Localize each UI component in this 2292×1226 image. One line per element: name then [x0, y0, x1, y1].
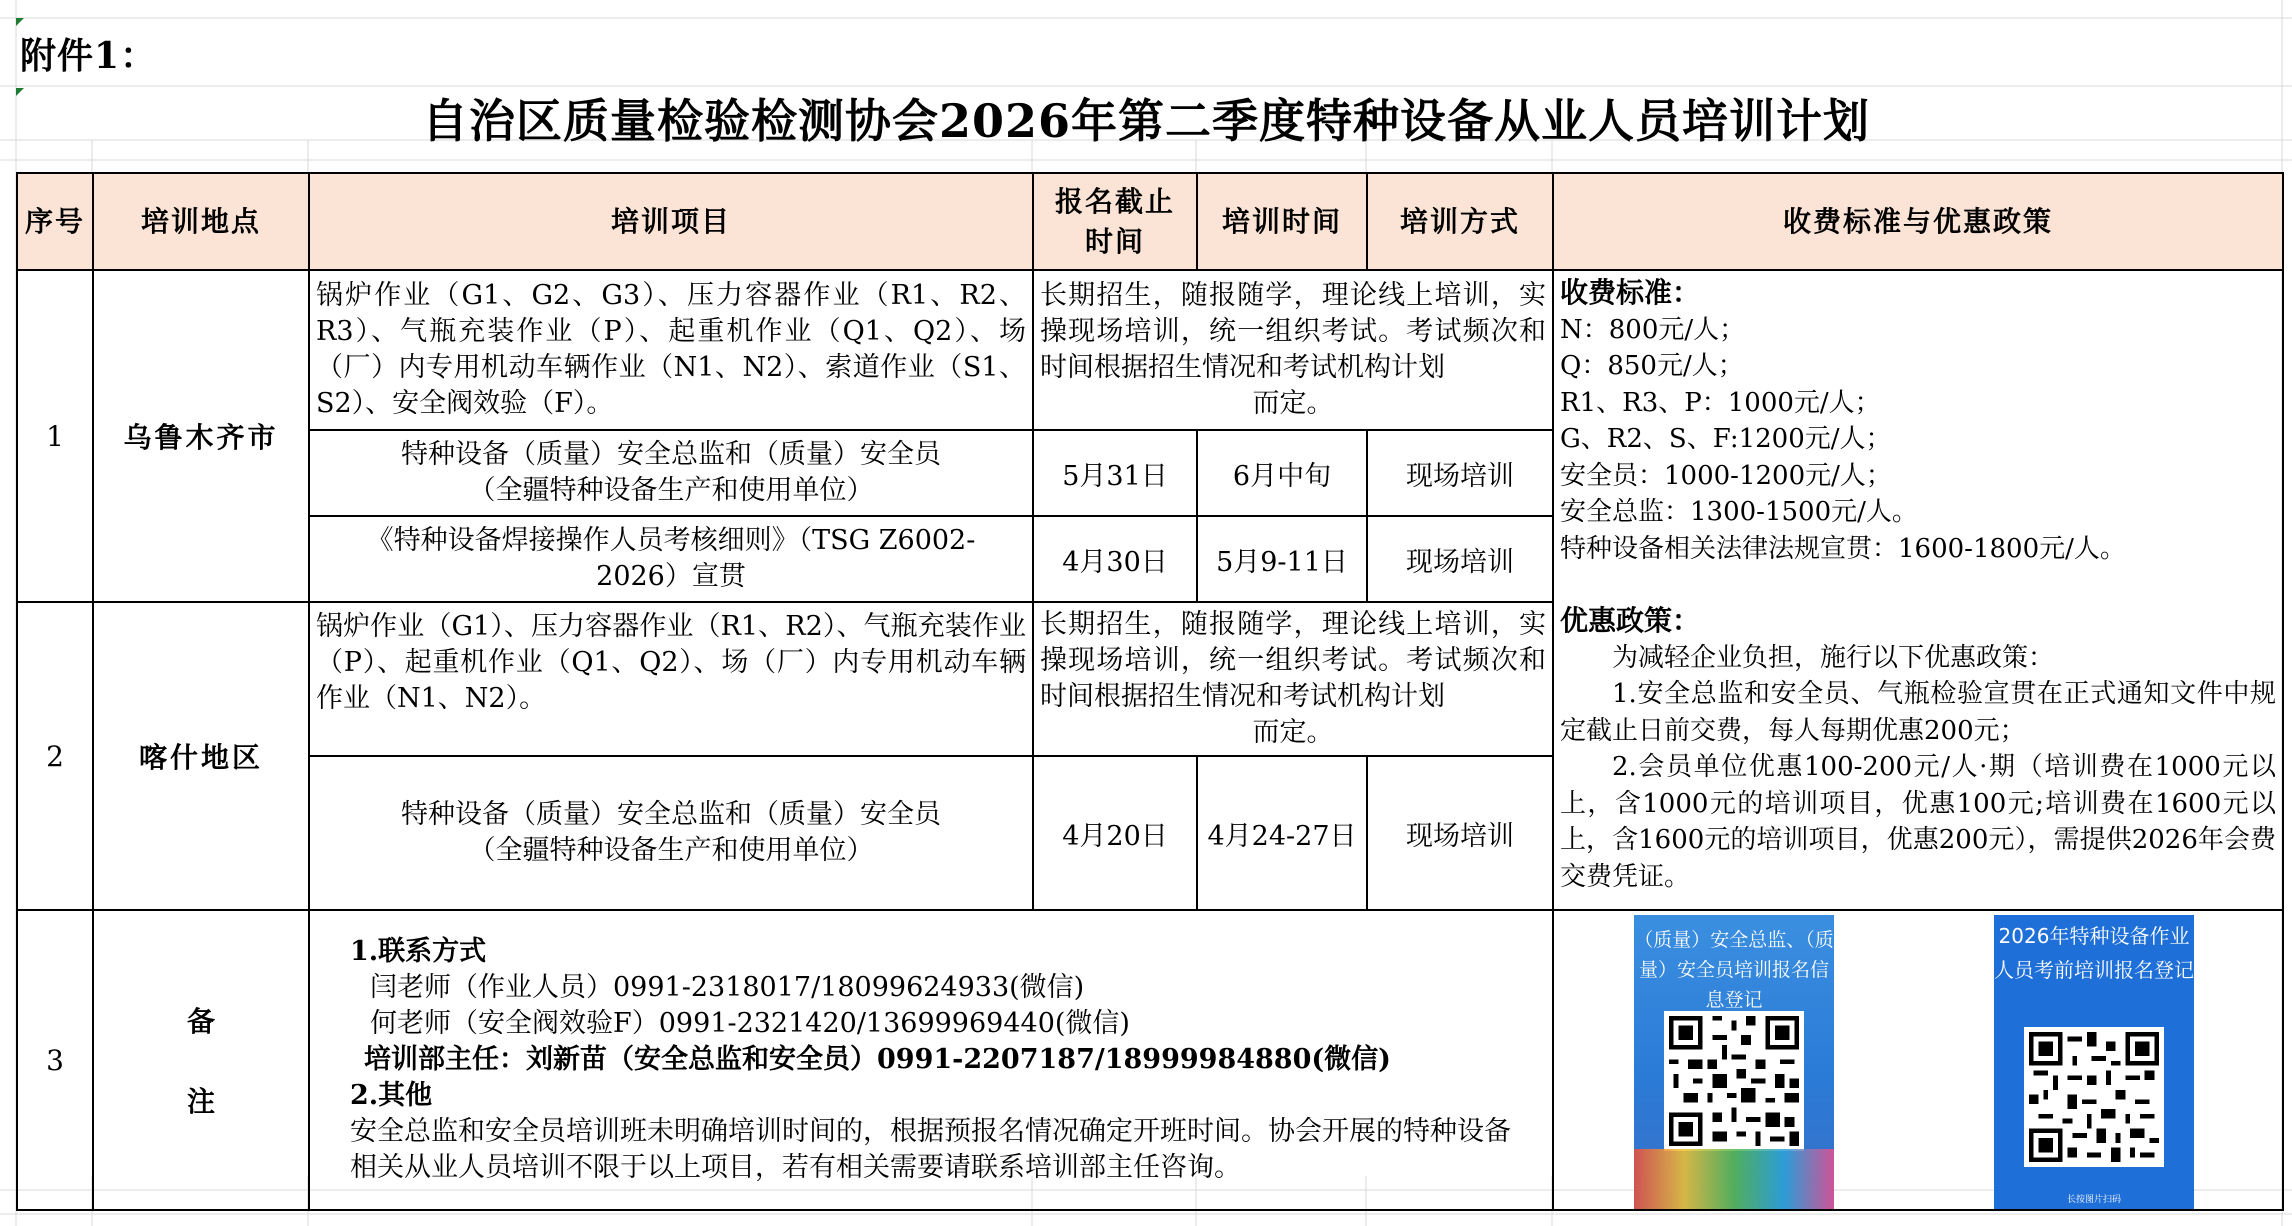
- fee-line: 特种设备相关法律法规宣贯：1600-1800元/人。: [1560, 533, 2126, 564]
- fee-line: 安全总监：1300-1500元/人。: [1560, 497, 1918, 527]
- policy-item-1: 1.安全总监和安全员、气瓶检验宣贯在正式通知文件中规定截止日前交费，每人每期优惠200元；: [1560, 679, 2276, 746]
- project-cell: [309, 756, 1033, 910]
- header-row: [17, 173, 2283, 270]
- deadline-cell: 4月20日: [1033, 756, 1197, 910]
- method-cell: 现场培训: [1367, 516, 1553, 602]
- hands-illustration: [1634, 1149, 1834, 1209]
- contact-line: 何老师（安全阀效验F）0991-2321420/13699969440(微信): [370, 1008, 1130, 1039]
- qr-posters-cell: [1553, 910, 2283, 1210]
- policy-heading: 优惠政策：: [1560, 604, 1701, 637]
- registration-poster-2[interactable]: [1994, 915, 2194, 1209]
- training-plan-table: [16, 172, 2284, 1211]
- project-line: （全疆特种设备生产和使用单位）: [468, 475, 874, 506]
- deadline-cell: 5月31日: [1033, 430, 1197, 516]
- header-location: 培训地点: [93, 173, 309, 270]
- poster-2-text: 2026年特种设备作业人员考前培训报名登记: [1994, 924, 2194, 982]
- time-cell: 6月中旬: [1197, 430, 1367, 516]
- header-time: 培训时间: [1197, 173, 1367, 270]
- registration-poster-1[interactable]: [1634, 915, 1834, 1209]
- qr-code-icon[interactable]: [2024, 1027, 2164, 1167]
- header-deadline-line2: 时间: [1084, 224, 1145, 258]
- fees-cell: [1553, 270, 2283, 910]
- fee-line: R1、R3、P：1000元/人；: [1560, 387, 1881, 418]
- remarks-cell: [309, 910, 1553, 1210]
- policy-intro: 为减轻企业负担，施行以下优惠政策：: [1612, 642, 2055, 673]
- header-fees: 收费标准与优惠政策: [1553, 173, 2283, 270]
- enrollment-note-end: 而定。: [1252, 717, 1334, 748]
- header-method: 培训方式: [1367, 173, 1553, 270]
- enrollment-note: [1033, 270, 1553, 430]
- enrollment-note-text: 长期招生，随报随学，理论线上培训，实操现场培训，统一组织考试。考试频次和时间根据招生情况和考试机构计划: [1040, 280, 1546, 383]
- table-row: [17, 910, 2283, 1210]
- row-location: 乌鲁木齐市: [93, 270, 309, 602]
- page-title: 自治区质量检验检测协会2026年第二季度特种设备从业人员培训计划: [421, 94, 1871, 148]
- contact-line: 闫老师（作业人员）0991-2318017/18099624933(微信): [370, 972, 1085, 1003]
- attachment-label: 附件1：: [20, 35, 158, 77]
- fee-standard-heading: 收费标准：: [1560, 276, 1701, 309]
- project-line: 2026）宣贯: [596, 561, 746, 592]
- deadline-cell: 4月30日: [1033, 516, 1197, 602]
- project-cell: [309, 516, 1033, 602]
- other-heading: 2.其他: [350, 1080, 433, 1111]
- header-seq: 序号: [17, 173, 93, 270]
- fee-line: G、R2、S、F:1200元/人；: [1560, 424, 1892, 454]
- project-line: 特种设备（质量）安全总监和（质量）安全员: [401, 799, 941, 830]
- method-cell: 现场培训: [1367, 756, 1553, 910]
- row-location: 喀什地区: [93, 602, 309, 910]
- header-project: 培训项目: [309, 173, 1033, 270]
- row-seq: 3: [17, 910, 93, 1210]
- project-cell: 锅炉作业（G1、G2、G3）、压力容器作业（R1、R2、R3）、气瓶充装作业（P）、起重机作业（Q1、Q2）、场（厂）内专用机动车辆作业（N1、N2）、索道作业（S1、S2）、安全阀效验（F）。: [309, 270, 1033, 430]
- cell-marker-icon: [16, 18, 24, 26]
- enrollment-note-text: 长期招生，随报随学，理论线上培训，实操现场培训，统一组织考试。考试频次和时间根据招生情况和考试机构计划: [1040, 609, 1546, 712]
- poster-2-footer: 长按图片扫码: [2066, 1195, 2121, 1205]
- table-row: [17, 270, 2283, 430]
- project-line: 特种设备（质量）安全总监和（质量）安全员: [401, 439, 941, 470]
- project-cell: 锅炉作业（G1）、压力容器作业（R1、R2）、气瓶充装作业（P）、起重机作业（Q1、Q2）、场（厂）内专用机动车辆作业（N1、N2）。: [309, 602, 1033, 756]
- contact-heading: 1.联系方式: [350, 936, 487, 967]
- header-deadline-line1: 报名截止: [1054, 184, 1175, 218]
- contact-line: 培训部主任：刘新苗（安全总监和安全员）0991-2207187/18999984880(微信): [364, 1044, 1391, 1075]
- time-cell: 5月9-11日: [1197, 516, 1367, 602]
- project-line: 《特种设备焊接操作人员考核细则》（TSG Z6002-: [366, 525, 976, 556]
- qr-code-icon[interactable]: [1664, 1011, 1804, 1151]
- remarks-label-char: 备: [186, 1005, 215, 1038]
- policy-item-2: 2.会员单位优惠100-200元/人·期（培训费在1000元以上，含1000元的培训项目，优惠100元;培训费在1600元以上，含1600元的培训项目，优惠200元），需提供2026年会费交费凭证。: [1560, 752, 2276, 892]
- poster-1-text: （质量）安全总监、（质量）安全员培训报名信息登记: [1634, 929, 1834, 1011]
- row-seq: 2: [17, 602, 93, 910]
- header-deadline: [1033, 173, 1197, 270]
- other-text: 安全总监和安全员培训班未明确培训时间的，根据预报名情况确定开班时间。协会开展的特种设备相关从业人员培训不限于以上项目，若有相关需要请联系培训部主任咨询。: [350, 1116, 1511, 1183]
- fee-line: 安全员：1000-1200元/人；: [1560, 460, 1892, 491]
- fee-line: Q：850元/人；: [1560, 351, 1744, 381]
- fee-line: N：800元/人；: [1560, 314, 1746, 345]
- time-cell: 4月24-27日: [1197, 756, 1367, 910]
- project-line: （全疆特种设备生产和使用单位）: [468, 835, 874, 866]
- remarks-label: [93, 910, 309, 1210]
- row-seq: 1: [17, 270, 93, 602]
- project-cell: [309, 430, 1033, 516]
- method-cell: 现场培训: [1367, 430, 1553, 516]
- enrollment-note: [1033, 602, 1553, 756]
- enrollment-note-end: 而定。: [1252, 388, 1334, 419]
- remarks-label-char: 注: [186, 1085, 215, 1118]
